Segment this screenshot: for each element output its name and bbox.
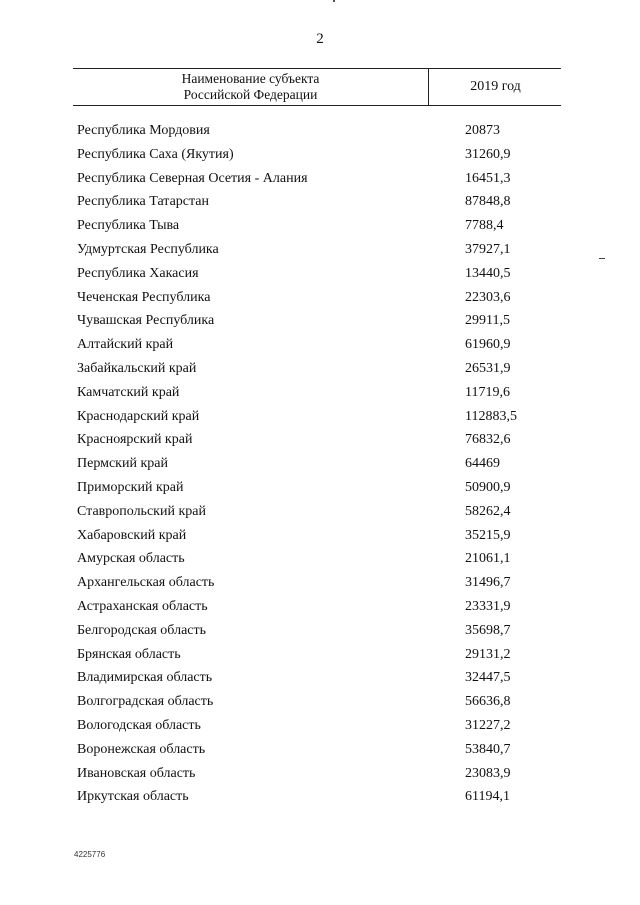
region-name: Пермский край	[77, 456, 168, 472]
region-name: Астраханская область	[77, 598, 208, 614]
region-name: Приморский край	[77, 479, 184, 495]
region-name: Забайкальский край	[77, 360, 197, 376]
table-row	[75, 214, 565, 238]
value-2019: 23083,9	[465, 765, 511, 781]
value-2019: 22303,6	[465, 289, 511, 305]
table-row	[75, 524, 565, 548]
table-row	[75, 262, 565, 286]
value-2019: 29911,5	[465, 313, 510, 329]
table-row	[75, 333, 565, 357]
region-name: Владимирская область	[77, 670, 213, 686]
value-2019: 32447,5	[465, 670, 511, 686]
value-2019: 31496,7	[465, 575, 511, 591]
region-name: Республика Тыва	[77, 218, 180, 234]
region-name: Белгородская область	[77, 622, 207, 638]
value-2019: 7788,4	[465, 218, 504, 234]
value-2019: 56636,8	[465, 694, 511, 710]
table-body	[75, 119, 565, 809]
table-row	[75, 190, 565, 214]
table-row	[75, 309, 565, 333]
value-2019: 21061,1	[465, 551, 511, 567]
value-2019: 76832,6	[465, 432, 511, 448]
table-row	[75, 381, 565, 405]
value-2019: 64469	[465, 456, 500, 472]
table-row	[75, 762, 565, 786]
region-name: Ставропольский край	[77, 503, 206, 519]
value-2019: 37927,1	[465, 241, 511, 257]
region-name: Волгоградская область	[77, 694, 214, 710]
table-row	[75, 143, 565, 167]
table-row	[75, 643, 565, 667]
table-header	[73, 68, 561, 106]
page-number: 2	[316, 31, 324, 47]
region-name: Хабаровский край	[77, 527, 187, 543]
table-row	[75, 500, 565, 524]
region-name: Вологодская область	[77, 717, 201, 733]
value-2019: 26531,9	[465, 360, 511, 376]
value-2019: 61194,1	[465, 789, 510, 805]
table-row	[75, 167, 565, 191]
header-name-line1: Наименование субъекта	[181, 71, 320, 86]
header-year-cell: 2019 год	[470, 79, 521, 94]
value-2019: 35698,7	[465, 622, 511, 638]
table-row	[75, 690, 565, 714]
table-row	[75, 738, 565, 762]
region-name: Удмуртская Республика	[77, 241, 219, 257]
region-name: Иркутская область	[77, 789, 189, 805]
region-name: Алтайский край	[77, 337, 174, 353]
region-name: Краснодарский край	[77, 408, 200, 424]
value-2019: 50900,9	[465, 479, 511, 495]
region-name: Чувашская Республика	[77, 313, 215, 329]
region-name: Брянская область	[77, 646, 181, 662]
region-name: Воронежская область	[77, 741, 206, 757]
value-2019: 87848,8	[465, 194, 511, 210]
value-2019: 53840,7	[465, 741, 511, 757]
table-row	[75, 547, 565, 571]
scan-mark	[333, 0, 335, 2]
value-2019: 20873	[465, 123, 500, 138]
region-name: Республика Саха (Якутия)	[77, 146, 234, 162]
region-name: Республика Татарстан	[77, 194, 210, 210]
header-name-line2: Российской Федерации	[183, 87, 318, 102]
region-name: Республика Хакасия	[77, 265, 199, 281]
table-row	[75, 428, 565, 452]
region-name: Республика Мордовия	[77, 123, 210, 138]
value-2019: 112883,5	[465, 408, 517, 424]
value-2019: 35215,9	[465, 527, 511, 543]
value-2019: 58262,4	[465, 503, 511, 519]
region-name: Амурская область	[77, 551, 185, 567]
value-2019: 29131,2	[465, 646, 511, 662]
table-row	[75, 571, 565, 595]
region-name: Ивановская область	[77, 765, 196, 781]
value-2019: 31260,9	[465, 146, 511, 162]
region-name: Красноярский край	[77, 432, 193, 448]
table-row	[75, 357, 565, 381]
table-row	[75, 785, 565, 809]
margin-mark	[599, 258, 605, 259]
value-2019: 13440,5	[465, 265, 511, 281]
region-name: Республика Северная Осетия - Алания	[77, 170, 308, 186]
document-code: 4225776	[74, 850, 106, 859]
region-name: Камчатский край	[77, 384, 180, 400]
value-2019: 61960,9	[465, 337, 511, 353]
value-2019: 31227,2	[465, 717, 511, 733]
value-2019: 16451,3	[465, 170, 511, 186]
value-2019: 23331,9	[465, 598, 511, 614]
region-name: Архангельская область	[77, 575, 215, 591]
table-row	[75, 714, 565, 738]
table-row	[75, 238, 565, 262]
table-row	[75, 452, 565, 476]
header-name-cell	[73, 69, 429, 105]
table-row	[75, 119, 565, 143]
table-row	[75, 405, 565, 429]
table-row	[75, 619, 565, 643]
table-row	[75, 666, 565, 690]
table-row	[75, 476, 565, 500]
table-row	[75, 286, 565, 310]
region-name: Чеченская Республика	[77, 289, 211, 305]
value-2019: 11719,6	[465, 384, 510, 400]
table-row	[75, 595, 565, 619]
